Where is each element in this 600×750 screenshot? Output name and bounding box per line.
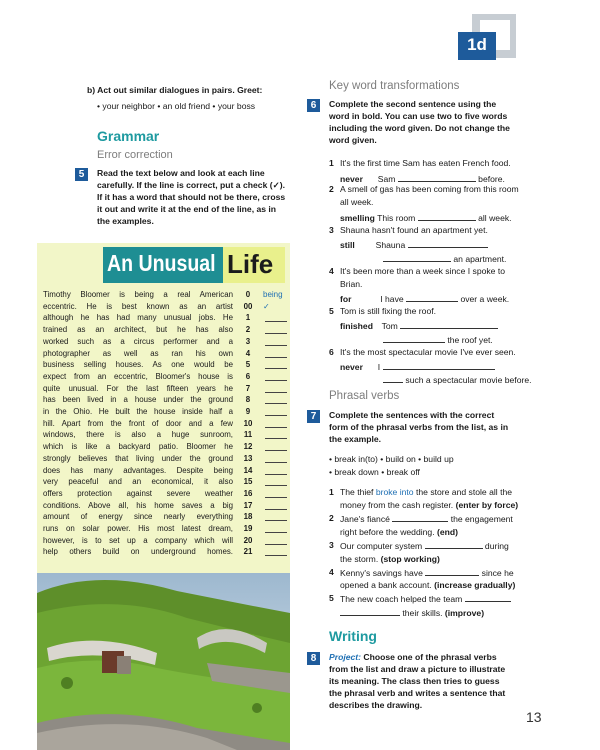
pv-2-line-2: right before the wedding. (end): [340, 527, 459, 537]
grammar-heading: Grammar: [97, 128, 160, 144]
kwt-3-answer-line: still Shauna: [340, 238, 550, 251]
story-line-number: 18: [243, 512, 253, 522]
story-example-answer: ✓: [263, 301, 270, 311]
pv-5-line-1: The new coach helped the team: [340, 592, 511, 605]
kwt-3-blank-a[interactable]: [408, 238, 488, 248]
story-line: business selling houses. As one would be: [43, 360, 233, 370]
kwt-5-answer-line: finished Tom: [340, 319, 550, 332]
story-line-number: 13: [243, 453, 253, 463]
pv-2-number: 2: [329, 513, 334, 523]
story-line: trained as an architect, but he has also: [43, 325, 233, 335]
story-line-number: 8: [245, 395, 251, 405]
story-line-number: 10: [243, 418, 253, 428]
kwt-5-answer-line-2: the roof yet.: [383, 333, 493, 346]
story-line-number: 00: [243, 301, 253, 311]
story-line-number: 7: [245, 383, 251, 393]
underground-house-photo: [37, 573, 290, 750]
reading-panel: [37, 243, 290, 573]
story-line-number: 3: [245, 336, 251, 346]
story-line-number: 4: [245, 348, 251, 358]
story-answer-blank[interactable]: [265, 384, 287, 393]
exercise-8-instruction: Project: Choose one of the phrasal verbs from the list and draw a picture to illustrate its meaning. The class then tries to guess the phrasal verb and writes a sentence that describes the drawing.: [329, 652, 506, 710]
exercise-7-number: 7: [307, 410, 320, 423]
story-answer-blank[interactable]: [265, 419, 287, 428]
story-answer-blank[interactable]: [265, 524, 287, 533]
story-title-an-unusual: An Unusual: [107, 250, 216, 276]
story-line: expect from an eccentric, Bloomer's house is: [43, 371, 233, 381]
story-line-number: 12: [243, 442, 253, 452]
story-answer-blank[interactable]: [265, 512, 287, 521]
kwt-6-number: 6: [329, 347, 334, 357]
story-line: worked such as a circus performer and a: [43, 336, 233, 346]
story-line: hill. Apart from the front of door and a few: [43, 418, 233, 428]
exercise-7-instruction: Complete the sentences with the correct form of the phrasal verbs from the list, as in the example.: [329, 410, 509, 444]
story-line: does has many advantages. Despite being: [43, 465, 233, 475]
unit-badge: [454, 14, 516, 60]
kwt-1-sentence: It's the first time Sam has eaten French food.: [340, 158, 511, 168]
kwt-3-number: 3: [329, 225, 334, 235]
pv-4-blank[interactable]: [425, 566, 479, 576]
phrasal-verb-list-2: • break down • break off: [329, 467, 420, 477]
story-line: offers protection against severe weather: [43, 488, 233, 498]
story-line-number: 11: [243, 430, 253, 440]
kwt-3-blank-b[interactable]: [383, 252, 451, 262]
story-line-number: 17: [243, 500, 253, 510]
story-line: very peaceful and an economical, it also: [43, 477, 233, 487]
phrasal-verb-list-1: • break in(to) • build on • build up: [329, 454, 454, 464]
story-line: which is like a backyard patio. Bloomer he: [43, 442, 233, 452]
kwt-4-blank[interactable]: [406, 292, 458, 302]
story-answer-blank[interactable]: [265, 360, 287, 369]
story-line: Timothy Bloomer is being a real American: [43, 290, 233, 299]
kwt-4-number: 4: [329, 266, 334, 276]
pv-4-line-2: opened a bank account. (increase gradually): [340, 580, 516, 590]
kwt-6-blank-b[interactable]: [383, 373, 403, 383]
pv-3-line-1: Our computer system during: [340, 541, 509, 551]
kwt-2-blank[interactable]: [418, 211, 476, 221]
story-line-number: 1: [245, 313, 251, 323]
kwt-4-sentence-cont: Brian.: [340, 279, 363, 289]
story-answer-blank[interactable]: [265, 466, 287, 475]
story-answer-blank[interactable]: [265, 501, 287, 510]
pv-3-line-2: the storm. (stop working): [340, 554, 440, 564]
story-answer-blank[interactable]: [265, 372, 287, 381]
kwt-3-sentence: Shauna hasn't found an apartment yet.: [340, 225, 488, 235]
story-example-answer: being: [263, 290, 283, 299]
act-out-instruction: b) Act out similar dialogues in pairs. Greet:: [87, 85, 263, 95]
pv-5-blank-a[interactable]: [465, 592, 511, 602]
exercise-8-number: 8: [307, 652, 320, 665]
kwt-3-answer-line-2: an apartment.: [383, 252, 506, 265]
pv-1-line-1: The thief broke into the store and stole all the: [340, 487, 513, 497]
story-answer-blank[interactable]: [265, 407, 287, 416]
kwt-4-sentence: It's been more than a week since I spoke to: [340, 266, 506, 276]
story-answer-blank[interactable]: [265, 442, 287, 451]
key-word-transformations-heading: Key word transformations: [329, 80, 460, 92]
story-line: help others build on underground homes.: [43, 547, 233, 557]
kwt-5-blank-a[interactable]: [400, 319, 498, 329]
story-line-number: 16: [243, 488, 253, 498]
story-answer-blank[interactable]: [265, 477, 287, 486]
story-line-number: 6: [245, 371, 251, 381]
kwt-4-answer-line: for I have over a week.: [340, 294, 510, 304]
kwt-6-answer-line: never I: [340, 360, 550, 373]
story-line: however, is to set up a company which will: [43, 535, 233, 545]
story-line: amount of energy since nearly everything: [43, 512, 233, 522]
kwt-1-number: 1: [329, 158, 334, 168]
story-line: photographer as well as ran his own: [43, 348, 233, 358]
story-line: quite unusual. For the last fifteen years he: [43, 383, 233, 393]
kwt-1-blank[interactable]: [398, 172, 476, 182]
kwt-5-blank-b[interactable]: [383, 333, 445, 343]
pv-3-blank[interactable]: [425, 539, 483, 549]
story-line-number: 9: [245, 407, 251, 416]
story-title-life: Life: [227, 249, 274, 279]
story-answer-blank[interactable]: [265, 536, 287, 545]
pv-2-blank[interactable]: [392, 512, 448, 522]
exercise-5-instruction: Read the text below and look at each line carefully. If the line is correct, put a check (✓). If it has a word that should not be there, cross it out and write it at the end of the line, as in the examples.: [97, 168, 286, 226]
story-line: conditions. Above all, his home saves a big: [43, 500, 233, 510]
story-answer-blank[interactable]: [265, 489, 287, 498]
kwt-2-sentence: A smell of gas has been coming from this room: [340, 184, 519, 194]
story-answer-blank[interactable]: [265, 313, 287, 322]
story-line-number: 20: [243, 535, 253, 545]
phrasal-verbs-heading: Phrasal verbs: [329, 390, 400, 402]
story-answer-blank[interactable]: [265, 395, 287, 404]
kwt-2-sentence-cont: all week.: [340, 197, 374, 207]
pv-1-number: 1: [329, 487, 334, 497]
pv-1-example-answer: broke into: [375, 487, 414, 497]
pv-5-blank-b[interactable]: [340, 606, 400, 616]
pv-2-line-1: Jane's fiancé the engagement: [340, 514, 513, 524]
story-answer-blank[interactable]: [265, 547, 287, 556]
pv-5-line-2: their skills. (improve): [340, 606, 484, 619]
exercise-5-number: 5: [75, 168, 88, 181]
kwt-2-answer-line: smelling This room all week.: [340, 213, 512, 223]
writing-heading: Writing: [329, 628, 377, 644]
exercise-6-number: 6: [307, 99, 320, 112]
pv-5-number: 5: [329, 593, 334, 603]
story-line-number: 19: [243, 524, 253, 533]
kwt-6-sentence: It's the most spectacular movie I've ever seen.: [340, 347, 516, 357]
story-line-number: 0: [245, 290, 251, 299]
story-line-number: 14: [243, 465, 253, 475]
story-line: eccentric. He is best known as an artist: [43, 301, 233, 311]
pv-4-number: 4: [329, 567, 334, 577]
unit-badge-label: 1d: [467, 35, 487, 54]
kwt-5-number: 5: [329, 306, 334, 316]
story-answer-blank[interactable]: [265, 337, 287, 346]
story-line: in the Ohio. He built the house inside half a: [43, 407, 233, 416]
error-correction-heading: Error correction: [97, 149, 173, 161]
story-line-number: 5: [245, 360, 251, 370]
story-line: runs on solar power. His most latest dream,: [43, 524, 233, 533]
kwt-6-blank-a[interactable]: [383, 360, 495, 370]
story-answer-blank[interactable]: [265, 430, 287, 439]
story-answer-blank[interactable]: [265, 325, 287, 334]
story-line: has been lived in a house under the ground: [43, 395, 233, 405]
story-line-number: 21: [243, 547, 253, 557]
exercise-6-instruction: Complete the second sentence using the word in bold. You can use two to five words including the word given. Do not change the word given.: [329, 99, 510, 145]
story-line-number: 2: [245, 325, 251, 335]
story-line: strongly believes that living under the ground: [43, 453, 233, 463]
pv-3-number: 3: [329, 540, 334, 550]
pv-4-line-1: Kenny's savings have since he: [340, 568, 514, 578]
story-answer-blank[interactable]: [265, 454, 287, 463]
story-line: although he has had many unusual jobs. He: [43, 313, 233, 323]
story-line: windows, there is also a huge sunroom,: [43, 430, 233, 440]
page-number: 13: [526, 709, 542, 725]
kwt-2-number: 2: [329, 184, 334, 194]
story-title: [37, 247, 290, 285]
kwt-6-answer-line-2: such a spectacular movie before.: [383, 373, 532, 386]
story-line-number: 15: [243, 477, 253, 487]
kwt-1-answer-line: never Sam before.: [340, 174, 505, 184]
story-answer-blank[interactable]: [265, 349, 287, 358]
kwt-5-sentence: Tom is still fixing the roof.: [340, 306, 436, 316]
greet-options: • your neighbor • an old friend • your boss: [97, 101, 256, 111]
pv-1-line-2: money from the cash register. (enter by force): [340, 500, 519, 510]
